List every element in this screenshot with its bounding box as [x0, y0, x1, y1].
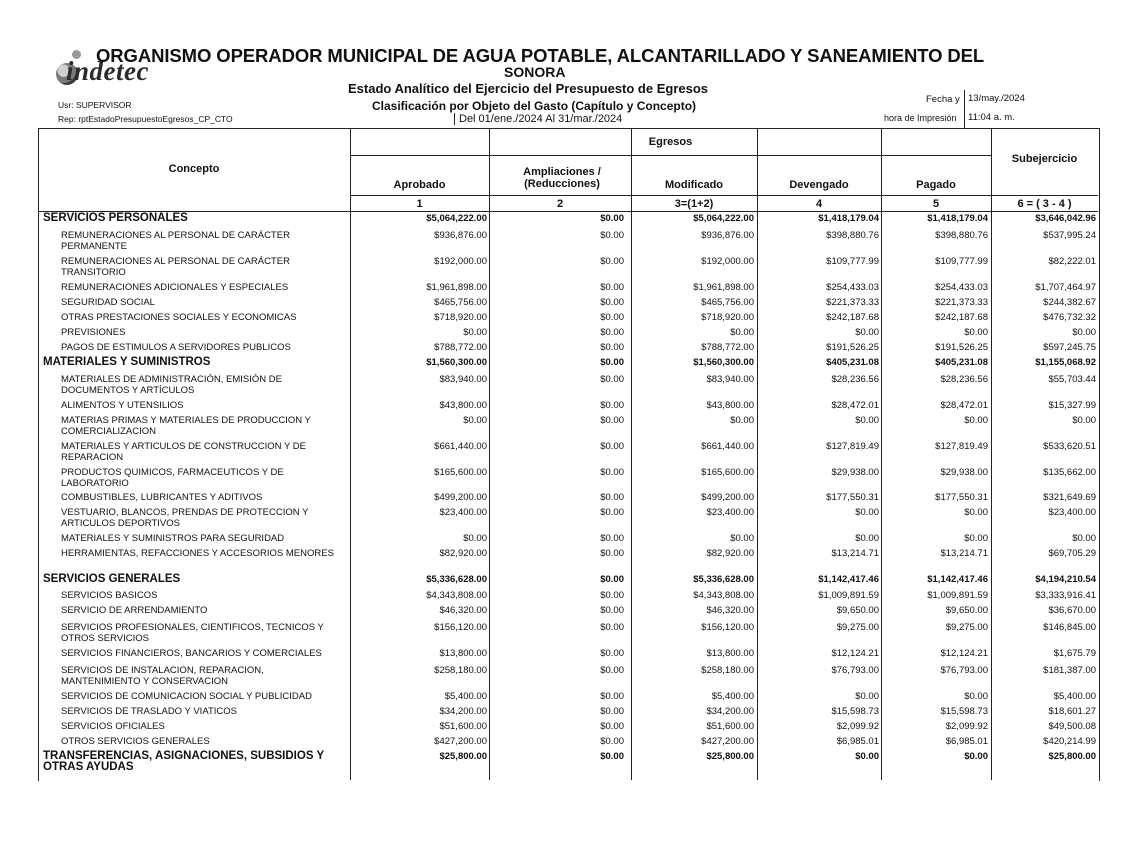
col-index-4: 4 [815, 198, 823, 210]
amount-cell: $0.00 [600, 648, 624, 659]
concept-cell: SERVICIO DE ARRENDAMIENTO [61, 605, 208, 616]
amount-cell: $0.00 [600, 327, 624, 338]
amount-cell: $0.00 [463, 415, 487, 426]
report-id: Rep: rptEstadoPresupuestoEgresos_CP_CTO [58, 114, 233, 124]
amount-cell: $0.00 [600, 441, 624, 452]
time-label: hora de Impresión [884, 113, 957, 123]
concept-cell: MATERIALES Y ARTICULOS DE CONSTRUCCION Y DE REPARACION [61, 441, 306, 463]
concept-cell: REMUNERACIONES ADICIONALES Y ESPECIALES [61, 282, 289, 293]
col-divider [350, 128, 351, 780]
amount-cell: $788,772.00 [434, 342, 487, 353]
amount-cell: $321,649.69 [1043, 492, 1096, 503]
amount-cell: $1,142,417.46 [927, 574, 988, 585]
amount-cell: $0.00 [855, 691, 879, 702]
amount-cell: $156,120.00 [434, 622, 487, 633]
concept-cell: SERVICIOS BASICOS [61, 590, 158, 601]
col-divider [489, 128, 490, 780]
amount-cell: $1,675.79 [1053, 648, 1096, 659]
amount-cell: $1,961,898.00 [693, 282, 754, 293]
amount-cell: $0.00 [600, 533, 624, 544]
amount-cell: $28,236.56 [940, 374, 988, 385]
col-index-3: 3=(1+2) [674, 198, 714, 210]
amount-cell: $1,560,300.00 [693, 357, 754, 368]
amount-cell: $0.00 [964, 507, 988, 518]
amount-cell: $4,343,808.00 [426, 590, 487, 601]
concept-cell: SERVICIOS PROFESIONALES, CIENTIFICOS, TECNICOS Y OTROS SERVICIOS [61, 622, 324, 644]
amount-cell: $46,320.00 [439, 605, 487, 616]
amount-cell: $28,236.56 [831, 374, 879, 385]
amount-cell: $191,526.25 [935, 342, 988, 353]
amount-cell: $398,880.76 [935, 230, 988, 241]
amount-cell: $13,800.00 [706, 648, 754, 659]
amount-cell: $465,756.00 [701, 297, 754, 308]
amount-cell: $109,777.99 [826, 256, 879, 267]
amount-cell: $0.00 [600, 507, 624, 518]
col-divider [757, 128, 758, 780]
amount-cell: $1,707,464.97 [1035, 282, 1096, 293]
concept-cell: OTRAS PRESTACIONES SOCIALES Y ECONOMICAS [61, 312, 297, 323]
concept-cell: PRODUCTOS QUIMICOS, FARMACEUTICOS Y DE LABORATORIO [61, 467, 284, 489]
amount-cell: $258,180.00 [434, 665, 487, 676]
concept-cell: VESTUARIO, BLANCOS, PRENDAS DE PROTECCION Y ARTICULOS DEPORTIVOS [61, 507, 309, 529]
amount-cell: $0.00 [964, 691, 988, 702]
amount-cell: $1,009,891.59 [818, 590, 879, 601]
amount-cell: $0.00 [730, 327, 754, 338]
subejercicio-header: Subejercicio [1011, 153, 1078, 165]
amount-cell: $0.00 [964, 327, 988, 338]
amount-cell: $1,142,417.46 [818, 574, 879, 585]
col-header-pagado: Pagado [916, 179, 956, 191]
budget-table [38, 128, 1100, 780]
amount-cell: $0.00 [600, 622, 624, 633]
amount-cell: $192,000.00 [434, 256, 487, 267]
time-value: 11:04 a. m. [968, 112, 1015, 123]
amount-cell: $82,920.00 [439, 548, 487, 559]
amount-cell: $0.00 [600, 400, 624, 411]
date-label: Fecha y [926, 94, 960, 105]
amount-cell: $5,064,222.00 [693, 213, 754, 224]
amount-cell: $427,200.00 [434, 736, 487, 747]
concept-cell: COMBUSTIBLES, LUBRICANTES Y ADITIVOS [61, 492, 263, 503]
amount-cell: $25,800.00 [439, 751, 487, 762]
concept-header: Concepto [168, 163, 220, 175]
amount-cell: $43,800.00 [439, 400, 487, 411]
amount-cell: $661,440.00 [701, 441, 754, 452]
amount-cell: $0.00 [600, 312, 624, 323]
amount-cell: $177,550.31 [826, 492, 879, 503]
amount-cell: $0.00 [964, 415, 988, 426]
amount-cell: $28,472.01 [831, 400, 879, 411]
amount-cell: $499,200.00 [701, 492, 754, 503]
amount-cell: $1,009,891.59 [927, 590, 988, 601]
amount-cell: $191,526.25 [826, 342, 879, 353]
amount-cell: $3,646,042.96 [1035, 213, 1096, 224]
amount-cell: $12,124.21 [831, 648, 879, 659]
amount-cell: $0.00 [600, 751, 624, 762]
col-index-5: 5 [932, 198, 940, 210]
amount-cell: $3,333,916.41 [1035, 590, 1096, 601]
concept-cell: SERVICIOS DE INSTALACION, REPARACION, MANTENIMIENTO Y CONSERVACION [61, 665, 264, 687]
amount-cell: $0.00 [600, 230, 624, 241]
amount-cell: $9,650.00 [836, 605, 879, 616]
date-value: 13/may./2024 [968, 93, 1025, 104]
amount-cell: $718,920.00 [434, 312, 487, 323]
amount-cell: $69,705.29 [1048, 548, 1096, 559]
user-label: Usr: SUPERVISOR [58, 100, 132, 110]
amount-cell: $15,598.73 [831, 706, 879, 717]
amount-cell: $76,793.00 [940, 665, 988, 676]
amount-cell: $718,920.00 [701, 312, 754, 323]
amount-cell: $0.00 [600, 691, 624, 702]
amount-cell: $1,418,179.04 [927, 213, 988, 224]
concept-cell: MATERIALES DE ADMINISTRACIÓN, EMISIÓN DE DOCUMENTOS Y ARTÍCULOS [61, 374, 282, 396]
amount-cell: $83,940.00 [706, 374, 754, 385]
amount-cell: $0.00 [600, 492, 624, 503]
logo: indetec [66, 56, 149, 86]
amount-cell: $0.00 [855, 507, 879, 518]
amount-cell: $0.00 [855, 533, 879, 544]
amount-cell: $0.00 [855, 327, 879, 338]
date-divider [964, 90, 965, 128]
amount-cell: $405,231.08 [935, 357, 988, 368]
col-header-devengado: Devengado [789, 179, 849, 191]
amount-cell: $936,876.00 [434, 230, 487, 241]
amount-cell: $0.00 [855, 415, 879, 426]
amount-cell: $0.00 [600, 357, 624, 368]
amount-cell: $420,214.99 [1043, 736, 1096, 747]
concept-cell: MATERIALES Y SUMINISTROS PARA SEGURIDAD [61, 533, 285, 544]
concept-cell: SERVICIOS PERSONALES [43, 212, 188, 224]
amount-cell: $177,550.31 [935, 492, 988, 503]
concept-cell: SERVICIOS FINANCIEROS, BANCARIOS Y COMERCIALES [61, 648, 322, 659]
amount-cell: $221,373.33 [826, 297, 879, 308]
amount-cell: $0.00 [964, 533, 988, 544]
amount-cell: $0.00 [600, 256, 624, 267]
amount-cell: $0.00 [1072, 415, 1096, 426]
report-period: Del 01/ene./2024 Al 31/mar./2024 [454, 113, 622, 125]
amount-cell: $0.00 [600, 297, 624, 308]
report-classification: Clasificación por Objeto del Gasto (Capítulo y Concepto) [372, 99, 697, 113]
concept-cell: HERRAMIENTAS, REFACCIONES Y ACCESORIOS MENORES [61, 548, 334, 559]
concept-cell: SERVICIOS DE TRASLADO Y VIATICOS [61, 706, 237, 717]
concept-cell: SERVICIOS OFICIALES [61, 721, 165, 732]
amount-cell: $0.00 [600, 282, 624, 293]
col-header-aprobado: Aprobado [393, 179, 446, 191]
amount-cell: $25,800.00 [1048, 751, 1096, 762]
amount-cell: $1,961,898.00 [426, 282, 487, 293]
report-title: Estado Analítico del Ejercicio del Presupuesto de Egresos [348, 81, 709, 96]
amount-cell: $0.00 [600, 548, 624, 559]
amount-cell: $1,155,068.92 [1035, 357, 1096, 368]
amount-cell: $6,985.01 [945, 736, 988, 747]
amount-cell: $23,400.00 [706, 507, 754, 518]
amount-cell: $146,845.00 [1043, 622, 1096, 633]
amount-cell: $82,222.01 [1048, 256, 1096, 267]
amount-cell: $36,670.00 [1048, 605, 1096, 616]
concept-cell: REMUNERACIONES AL PERSONAL DE CARÁCTER PERMANENTE [61, 230, 290, 252]
amount-cell: $83,940.00 [439, 374, 487, 385]
amount-cell: $476,732.32 [1043, 312, 1096, 323]
amount-cell: $254,433.03 [935, 282, 988, 293]
amount-cell: $0.00 [463, 533, 487, 544]
amount-cell: $0.00 [600, 605, 624, 616]
amount-cell: $34,200.00 [706, 706, 754, 717]
amount-cell: $0.00 [600, 590, 624, 601]
amount-cell: $1,418,179.04 [818, 213, 879, 224]
amount-cell: $0.00 [600, 213, 624, 224]
amount-cell: $18,601.27 [1048, 706, 1096, 717]
amount-cell: $221,373.33 [935, 297, 988, 308]
concept-cell: MATERIALES Y SUMINISTROS [43, 356, 211, 368]
amount-cell: $49,500.08 [1048, 721, 1096, 732]
amount-cell: $12,124.21 [940, 648, 988, 659]
amount-cell: $0.00 [1072, 327, 1096, 338]
amount-cell: $2,099.92 [836, 721, 879, 732]
amount-cell: $51,600.00 [439, 721, 487, 732]
amount-cell: $13,800.00 [439, 648, 487, 659]
amount-cell: $13,214.71 [831, 548, 879, 559]
concept-cell: ALIMENTOS Y UTENSILIOS [61, 400, 184, 411]
amount-cell: $181,387.00 [1043, 665, 1096, 676]
amount-cell: $28,472.01 [940, 400, 988, 411]
concept-cell: MATERIAS PRIMAS Y MATERIALES DE PRODUCCION Y COMERCIALIZACION [61, 415, 311, 437]
amount-cell: $242,187.68 [826, 312, 879, 323]
amount-cell: $55,703.44 [1048, 374, 1096, 385]
amount-cell: $537,995.24 [1043, 230, 1096, 241]
col-index-6: 6 = ( 3 - 4 ) [1017, 198, 1072, 210]
amount-cell: $398,880.76 [826, 230, 879, 241]
amount-cell: $15,327.99 [1048, 400, 1096, 411]
amount-cell: $0.00 [1072, 533, 1096, 544]
organization-name: ORGANISMO OPERADOR MUNICIPAL DE AGUA POTABLE, ALCANTARILLADO Y SANEAMIENTO DEL [96, 45, 985, 66]
amount-cell: $0.00 [600, 736, 624, 747]
amount-cell: $5,336,628.00 [693, 574, 754, 585]
amount-cell: $0.00 [600, 342, 624, 353]
amount-cell: $0.00 [600, 574, 624, 585]
amount-cell: $4,194,210.54 [1035, 574, 1096, 585]
amount-cell: $5,064,222.00 [426, 213, 487, 224]
amount-cell: $533,620.51 [1043, 441, 1096, 452]
concept-cell: OTROS SERVICIOS GENERALES [61, 736, 210, 747]
amount-cell: $597,245.75 [1043, 342, 1096, 353]
amount-cell: $0.00 [463, 327, 487, 338]
concept-cell: SEGURIDAD SOCIAL [61, 297, 155, 308]
amount-cell: $192,000.00 [701, 256, 754, 267]
amount-cell: $34,200.00 [439, 706, 487, 717]
amount-cell: $0.00 [964, 751, 988, 762]
amount-cell: $127,819.49 [935, 441, 988, 452]
amount-cell: $0.00 [600, 721, 624, 732]
header-rule [350, 155, 991, 156]
amount-cell: $46,320.00 [706, 605, 754, 616]
egresos-header: Egresos [648, 136, 693, 148]
amount-cell: $661,440.00 [434, 441, 487, 452]
amount-cell: $5,400.00 [711, 691, 754, 702]
amount-cell: $5,400.00 [1053, 691, 1096, 702]
col-divider [631, 128, 632, 780]
amount-cell: $5,400.00 [444, 691, 487, 702]
amount-cell: $0.00 [855, 751, 879, 762]
amount-cell: $499,200.00 [434, 492, 487, 503]
amount-cell: $258,180.00 [701, 665, 754, 676]
amount-cell: $0.00 [730, 415, 754, 426]
col-divider [881, 128, 882, 780]
amount-cell: $0.00 [730, 533, 754, 544]
amount-cell: $1,560,300.00 [426, 357, 487, 368]
amount-cell: $23,400.00 [439, 507, 487, 518]
amount-cell: $82,920.00 [706, 548, 754, 559]
header-rule [350, 195, 1098, 196]
amount-cell: $9,650.00 [945, 605, 988, 616]
amount-cell: $156,120.00 [701, 622, 754, 633]
concept-cell: SERVICIOS GENERALES [43, 573, 181, 585]
amount-cell: $9,275.00 [945, 622, 988, 633]
amount-cell: $936,876.00 [701, 230, 754, 241]
col-header-ampliaciones: Ampliaciones / (Reducciones) [523, 166, 601, 190]
amount-cell: $0.00 [600, 415, 624, 426]
col-index-2: 2 [556, 198, 564, 210]
amount-cell: $165,600.00 [434, 467, 487, 478]
amount-cell: $242,187.68 [935, 312, 988, 323]
amount-cell: $25,800.00 [706, 751, 754, 762]
amount-cell: $76,793.00 [831, 665, 879, 676]
amount-cell: $165,600.00 [701, 467, 754, 478]
amount-cell: $51,600.00 [706, 721, 754, 732]
organization-state: SONORA [504, 64, 566, 80]
col-index-1: 1 [416, 198, 423, 210]
amount-cell: $0.00 [600, 706, 624, 717]
concept-cell: SERVICIOS DE COMUNICACION SOCIAL Y PUBLICIDAD [61, 691, 312, 702]
amount-cell: $135,662.00 [1043, 467, 1096, 478]
amount-cell: $13,214.71 [940, 548, 988, 559]
amount-cell: $0.00 [600, 665, 624, 676]
amount-cell: $427,200.00 [701, 736, 754, 747]
amount-cell: $127,819.49 [826, 441, 879, 452]
concept-cell: REMUNERACIONES AL PERSONAL DE CARÁCTER TRANSITORIO [61, 256, 290, 278]
amount-cell: $0.00 [600, 467, 624, 478]
header-rule [38, 211, 1098, 212]
amount-cell: $23,400.00 [1048, 507, 1096, 518]
amount-cell: $43,800.00 [706, 400, 754, 411]
amount-cell: $4,343,808.00 [693, 590, 754, 601]
amount-cell: $465,756.00 [434, 297, 487, 308]
amount-cell: $29,938.00 [940, 467, 988, 478]
concept-cell: TRANSFERENCIAS, ASIGNACIONES, SUBSIDIOS Y OTRAS AYUDAS [43, 750, 324, 773]
amount-cell: $9,275.00 [836, 622, 879, 633]
amount-cell: $109,777.99 [935, 256, 988, 267]
amount-cell: $15,598.73 [940, 706, 988, 717]
amount-cell: $788,772.00 [701, 342, 754, 353]
amount-cell: $244,382.67 [1043, 297, 1096, 308]
amount-cell: $2,099.92 [945, 721, 988, 732]
amount-cell: $29,938.00 [831, 467, 879, 478]
amount-cell: $6,985.01 [836, 736, 879, 747]
amount-cell: $0.00 [600, 374, 624, 385]
col-header-modificado: Modificado [664, 179, 724, 191]
concept-cell: PAGOS DE ESTIMULOS A SERVIDORES PUBLICOS [61, 342, 291, 353]
amount-cell: $405,231.08 [826, 357, 879, 368]
amount-cell: $5,336,628.00 [426, 574, 487, 585]
concept-cell: PREVISIONES [61, 327, 126, 338]
col-divider [991, 128, 992, 780]
amount-cell: $254,433.03 [826, 282, 879, 293]
